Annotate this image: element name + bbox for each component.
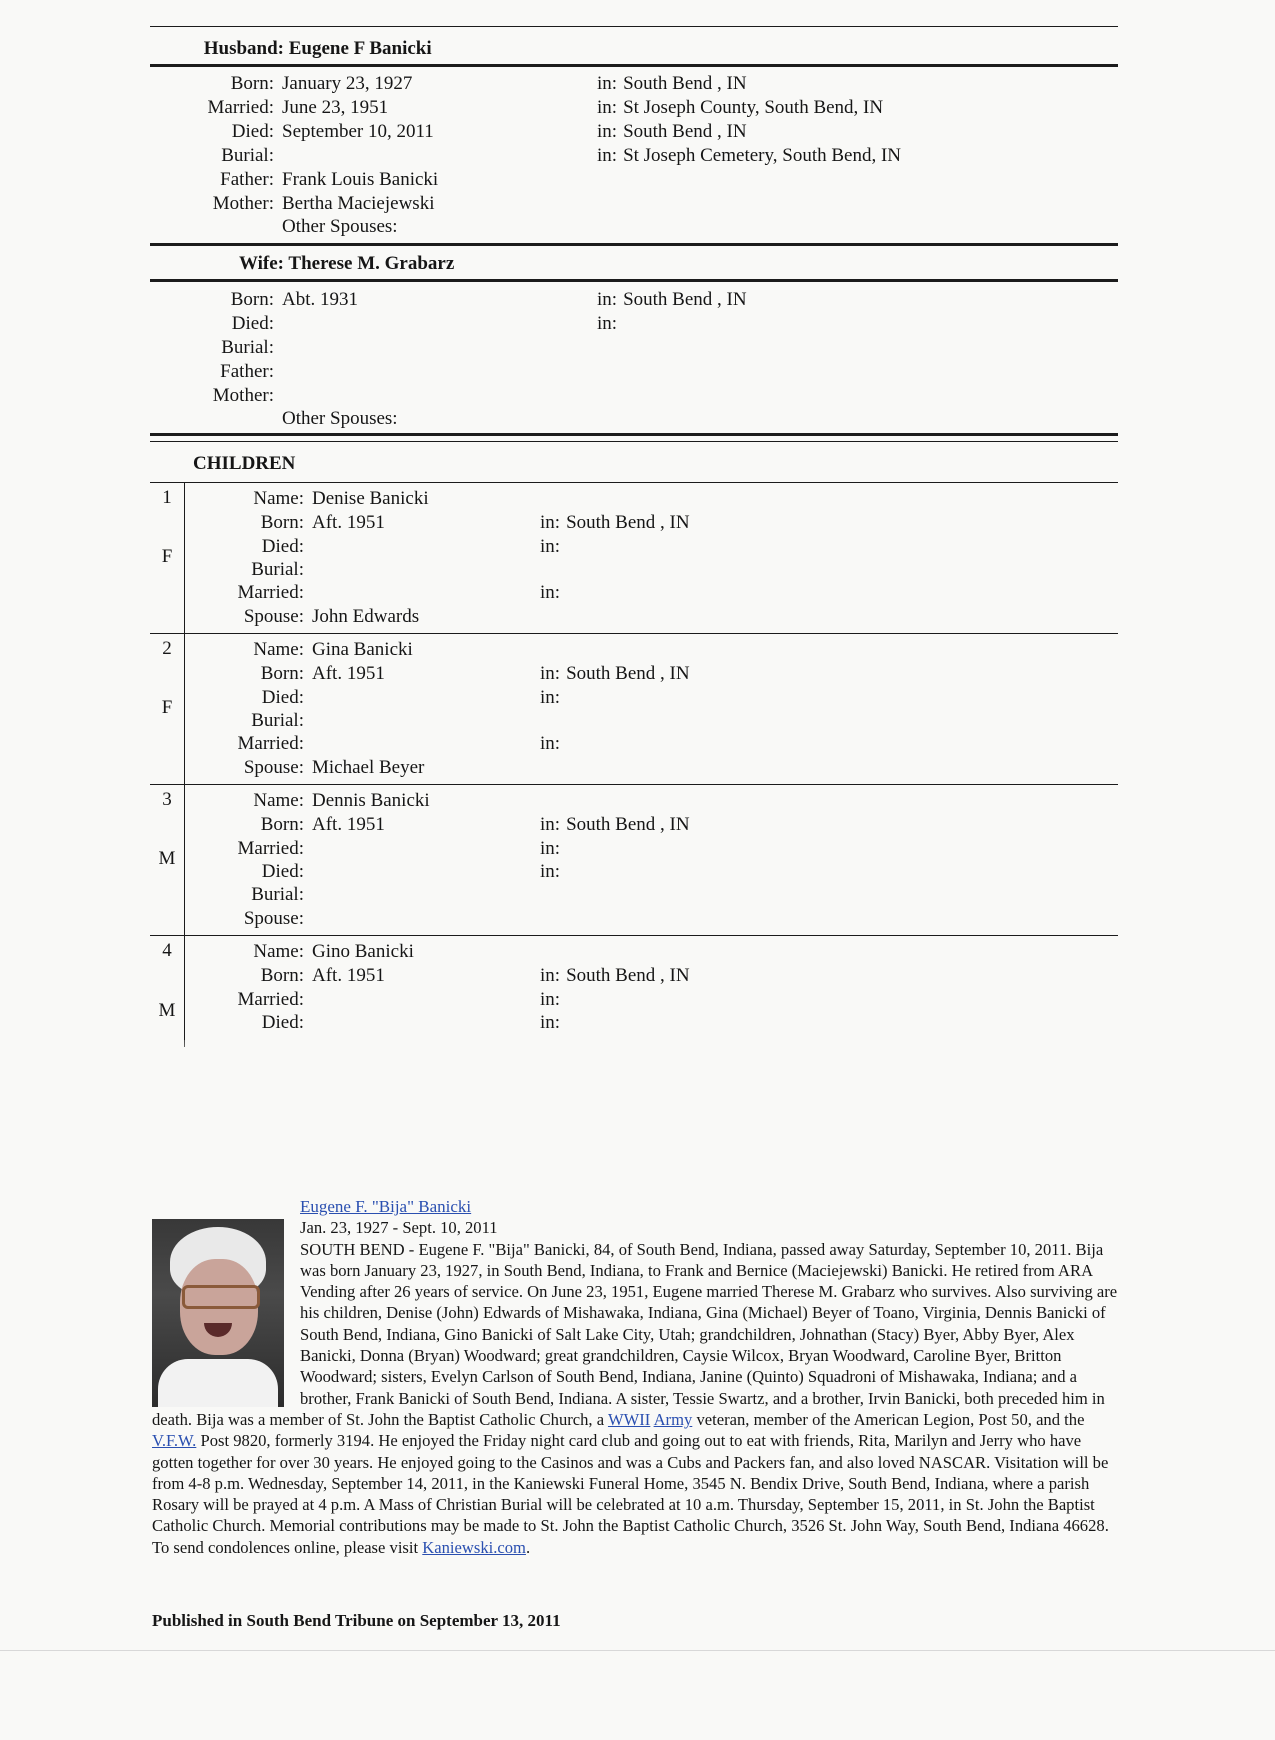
wife-born-row: Born: Abt. 1931	[230, 289, 358, 310]
wife-burial-row: Burial:	[221, 337, 274, 358]
child-1-index: 1	[162, 487, 172, 508]
obituary-dates: Jan. 23, 1927 - Sept. 10, 2011	[300, 1218, 498, 1238]
child-1-burial-row: Burial:	[251, 559, 304, 580]
obituary-photo	[152, 1219, 284, 1407]
husband-header	[160, 38, 432, 60]
husband-name: Eugene F Banicki	[288, 38, 432, 59]
child-1-married-place: in:	[540, 582, 561, 603]
husband-married-date: June 23, 1951	[282, 97, 389, 118]
children-index-divider	[184, 482, 185, 1047]
child-1-spouse: John Edwards	[312, 606, 420, 627]
child-2-spouse: Michael Beyer	[312, 757, 425, 778]
child-3-born-place: in: South Bend , IN	[540, 814, 690, 835]
child-1-born-row: Born: Aft. 1951	[260, 512, 385, 533]
obituary	[152, 1196, 1118, 1558]
wife-label: Wife:	[238, 253, 284, 274]
top-rule	[150, 26, 1118, 27]
child-1-sex: F	[161, 546, 173, 567]
wife-born-place: in: South Bend , IN	[597, 289, 747, 310]
wife-died-place: in:	[597, 313, 618, 334]
child-3-name-row: Name: Dennis Banicki	[253, 790, 430, 811]
child-1-name-row: Name: Denise Banicki	[253, 488, 429, 509]
wife-name: Therese M. Grabarz	[288, 253, 455, 274]
husband-born-date: January 23, 1927	[282, 73, 413, 94]
photo-glasses	[182, 1285, 260, 1309]
faded-scan-area	[150, 1040, 1118, 1190]
child-3-burial-row: Burial:	[251, 884, 304, 905]
husband-mother-row: Mother: Bertha Maciejewski	[212, 193, 435, 214]
child-2-burial-row: Burial:	[251, 710, 304, 731]
child-3-died-row: Died:	[261, 861, 304, 882]
husband-father-row: Father: Frank Louis Banicki	[220, 169, 439, 190]
husband-father-name: Frank Louis Banicki	[282, 169, 439, 190]
child-2-divider	[150, 784, 1118, 785]
wife-other-spouses: Other Spouses:	[282, 408, 398, 429]
husband-rule	[150, 64, 1118, 67]
obituary-title-link[interactable]: Eugene F. "Bija" Banicki	[300, 1197, 472, 1216]
child-1-died-row: Died:	[261, 536, 304, 557]
child-3-died-place: in:	[540, 861, 561, 882]
scan-edge-line	[0, 1650, 1275, 1651]
children-rule-b	[150, 441, 1118, 442]
wife-father-row: Father:	[220, 361, 274, 382]
army-link[interactable]: Army	[653, 1409, 693, 1429]
husband-label: Husband:	[203, 38, 284, 59]
children-rule-c	[150, 482, 1118, 483]
obituary-body: SOUTH BEND - Eugene F. "Bija" Banicki, 84, of South Bend, Indiana, passed away Saturday, September 10, 2011. Bija was born January 23, 1927, in South Bend, Indiana, to Frank and Bernice (Maciejewski) Banicki. He retired from ARA Vending after 26 years of service. On June 23, 1951, Eugene married Therese M. Grabarz who survives. Also surviving are his children, Denise (John) Edwards of Mishawaka, Indiana, Gina (Michael) Beyer of Toano, Virginia, Dennis Banicki of South Bend, Indiana, Gino Banicki of Salt Lake City, Utah; grandchildren, Johnathan (Stacy) Byer, Abby Byer, Alex Banicki, Donna (Bryan) Woodward; great grandchildren, Caysie Wilcox, Bryan Woodward, Caroline Byer, Britton Woodward; sisters, Evelyn Carlson of South Bend, Indiana, Janine (Quinto) Squadroni of Mishawaka, Indiana; and a brother, Frank Banicki of South Bend, Indiana. A sister, Tessie Swartz, and a brother, Irvin Banicki, both preceded him in death. Bija was a member of St. John the Baptist Catholic Church, a WWII Army veteran, member of the American Legion, Post 50, and the V.F.W. Post 9820, formerly 3194. He enjoyed the Friday night card club and going out to eat with friends, Rita, Marilyn and Jerry who have gotten together for over 30 years. He enjoyed going to the Casinos and was a Cubs and Packers fan, and also loved NASCAR. Visitation will be from 4-8 p.m. Wednesday, September 14, 2011, in the Kaniewski Funeral Home, 3545 N. Bendix Drive, South Bend, Indiana, where a parish Rosary will be prayed at 4 p.m. A Mass of Christian Burial will be celebrated at 10 a.m. Thursday, September 15, 2011, in St. John the Baptist Catholic Church. Memorial contributions may be made to St. John the Baptist Catholic Church, 3526 St. John Way, South Bend, Indiana 46628. To send condolences online, please visit Kaniewski.com.	[152, 1239, 1118, 1557]
child-4-married-row: Married:	[237, 989, 304, 1010]
child-1-born-place: in: South Bend , IN	[540, 512, 690, 533]
child-1-divider	[150, 633, 1118, 634]
wife-mother-row: Mother:	[212, 385, 274, 406]
child-2-married-place: in:	[540, 733, 561, 754]
husband-married-place: in: St Joseph County, South Bend, IN	[597, 97, 884, 118]
child-2-sex: F	[161, 697, 173, 718]
child-2-born-row: Born: Aft. 1951	[260, 663, 385, 684]
child-2-name-row: Name: Gina Banicki	[253, 639, 413, 660]
child-2-spouse-row: Spouse: Michael Beyer	[243, 757, 425, 778]
wife-born-date: Abt. 1931	[282, 289, 358, 310]
child-3-married-place: in:	[540, 838, 561, 859]
husband-burial-row: Burial:	[221, 145, 274, 166]
wife-top-rule	[150, 243, 1118, 246]
child-4-born-row: Born: Aft. 1951	[260, 965, 385, 986]
wife-header	[160, 253, 454, 275]
child-3-name: Dennis Banicki	[312, 790, 430, 811]
child-4-married-place: in:	[540, 989, 561, 1010]
child-1-died-place: in:	[540, 536, 561, 557]
husband-born-row: Born: January 23, 1927	[230, 73, 413, 94]
children-rule-a	[150, 433, 1118, 436]
child-3-spouse-row: Spouse:	[243, 908, 304, 929]
child-2-died-place: in:	[540, 687, 561, 708]
child-1-spouse-row: Spouse: John Edwards	[243, 606, 420, 627]
child-4-index: 4	[162, 940, 172, 961]
child-4-born-place: in: South Bend , IN	[540, 965, 690, 986]
child-3-married-row: Married:	[237, 838, 304, 859]
husband-died-place: in: South Bend , IN	[597, 121, 747, 142]
child-3-index: 3	[162, 789, 172, 810]
child-3-born-row: Born: Aft. 1951	[260, 814, 385, 835]
child-4-died-place: in:	[540, 1012, 561, 1033]
child-4-name-row: Name: Gino Banicki	[253, 941, 414, 962]
husband-died-date: September 10, 2011	[282, 121, 434, 142]
child-3-sex: M	[158, 848, 176, 869]
child-2-born-place: in: South Bend , IN	[540, 663, 690, 684]
husband-other-spouses: Other Spouses:	[282, 216, 398, 237]
child-2-name: Gina Banicki	[312, 639, 413, 660]
wife-rule	[150, 279, 1118, 282]
child-4-name: Gino Banicki	[312, 941, 414, 962]
child-2-index: 2	[162, 638, 172, 659]
husband-burial-place: in: St Joseph Cemetery, South Bend, IN	[597, 145, 902, 166]
children-title: CHILDREN	[193, 453, 296, 474]
child-1-name: Denise Banicki	[312, 488, 429, 509]
photo-shirt	[158, 1359, 278, 1407]
child-4-died-row: Died:	[261, 1012, 304, 1033]
kaniewski-link[interactable]: Kaniewski.com	[422, 1537, 526, 1557]
child-4-sex: M	[158, 1000, 176, 1021]
husband-married-row: Married: June 23, 1951	[207, 97, 389, 118]
wwii-link[interactable]: WWII	[607, 1409, 651, 1429]
husband-died-row: Died: September 10, 2011	[231, 121, 434, 142]
child-3-divider	[150, 935, 1118, 936]
vfw-link[interactable]: V.F.W.	[152, 1431, 197, 1451]
child-1-married-row: Married:	[237, 582, 304, 603]
child-2-died-row: Died:	[261, 687, 304, 708]
child-2-married-row: Married:	[237, 733, 304, 754]
wife-died-row: Died:	[231, 313, 274, 334]
published-line: Published in South Bend Tribune on September 13, 2011	[152, 1611, 561, 1630]
husband-mother-name: Bertha Maciejewski	[282, 193, 435, 214]
husband-born-place: in: South Bend , IN	[597, 73, 747, 94]
